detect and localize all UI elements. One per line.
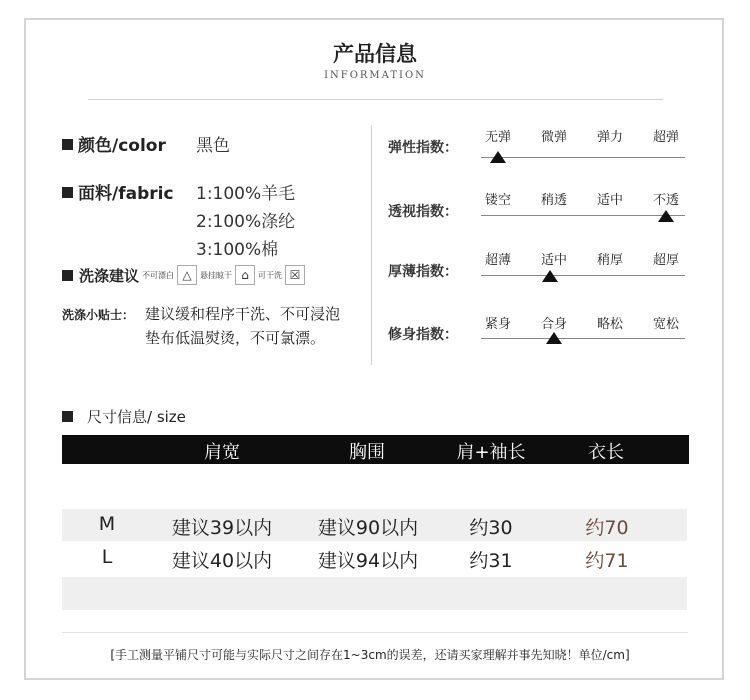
scale-option: 合身: [540, 317, 567, 332]
scale-marker-icon: [542, 270, 558, 282]
tips-line: 建议缓和程序干洗、不可浸泡: [145, 305, 341, 323]
scale-option: 超厚: [652, 253, 679, 268]
scale-line: [481, 215, 685, 216]
scale-marker-icon: [658, 210, 674, 222]
column-header-sleeve: 肩+袖长: [456, 442, 526, 463]
scale-marker-icon: [546, 332, 562, 344]
scale-label: 透视指数：: [388, 204, 458, 220]
scale-label: 厚薄指数：: [388, 264, 458, 280]
fabric-line-2: 2:100%涤纶: [196, 212, 296, 232]
wash-icon-text: 可干洗: [258, 270, 283, 280]
bullet-square-icon: [62, 187, 73, 198]
column-header-shoulder: 肩宽: [204, 442, 240, 463]
scale-line: [481, 157, 685, 158]
cell-size: L: [101, 546, 113, 568]
fit-scale: [388, 312, 688, 352]
scale-option: 无弹: [484, 130, 511, 145]
cell-chest: 建议90以内: [317, 517, 419, 539]
scale-marker-icon: [490, 151, 506, 163]
fabric-label: 面料/fabric: [62, 179, 174, 204]
size-table-header: [62, 435, 689, 464]
bullet-square-icon: [62, 270, 73, 281]
wash-label: 洗涤建议: [79, 266, 140, 285]
table-row: [62, 509, 687, 541]
cell-chest: 建议94以内: [317, 550, 419, 572]
cell-shoulder: 建议39以内: [171, 517, 273, 539]
cell-length: 约71: [585, 550, 629, 572]
scale-option: 镂空: [484, 193, 511, 208]
page-subtitle: INFORMATION: [324, 70, 426, 81]
column-header-length: 衣长: [588, 442, 624, 463]
scale-option: 稍厚: [596, 253, 623, 268]
scale-line: [481, 275, 685, 276]
cell-length: 约70: [585, 517, 629, 539]
dry-clean-icon: ☒: [285, 265, 305, 285]
table-row-empty: [62, 577, 687, 610]
tips-line: 垫布低温熨烫，不可氯漂。: [145, 329, 326, 347]
scale-option: 不透: [652, 193, 679, 208]
wash-advice: [62, 264, 308, 286]
cell-sleeve: 约31: [469, 550, 513, 572]
tips-text: [145, 302, 340, 350]
hang-dry-icon: ⌂: [235, 265, 255, 285]
note-divider: [62, 632, 688, 633]
fabric-line-3: 3:100%棉: [196, 240, 279, 260]
scale-option: 宽松: [652, 317, 679, 332]
bullet-square-icon: [62, 411, 73, 422]
bullet-square-icon: [62, 139, 73, 150]
scale-label: 修身指数：: [388, 327, 458, 343]
scale-option: 适中: [540, 253, 567, 268]
page-title: 产品信息: [333, 42, 417, 66]
transparency-scale: [388, 188, 688, 228]
thickness-scale: [388, 249, 688, 289]
no-bleach-icon: △: [177, 265, 197, 285]
cell-size: M: [98, 513, 116, 535]
cell-shoulder: 建议40以内: [171, 550, 273, 572]
scale-option: 稍透: [540, 193, 567, 208]
scale-option: 弹力: [596, 130, 623, 145]
cell-sleeve: 约30: [469, 517, 513, 539]
elasticity-scale: [388, 126, 688, 166]
title-divider: [88, 99, 663, 100]
scale-line: [481, 338, 685, 339]
table-row: [62, 542, 687, 574]
column-divider: [371, 125, 372, 365]
color-label: 颜色/color: [62, 131, 166, 156]
scale-label: 弹性指数：: [388, 140, 458, 156]
size-heading: 尺寸信息/ size: [62, 406, 186, 427]
color-value: 黑色: [196, 136, 230, 156]
column-header-chest: 胸围: [349, 442, 385, 463]
scale-option: 紧身: [484, 317, 511, 332]
tips-label: 洗涤小贴士：: [62, 308, 135, 322]
measurement-note: [手工测量平铺尺寸可能与实际尺寸之间存在1~3cm的误差，还请买家理解并事先知晓！单位/cm]: [110, 648, 630, 662]
wash-icon-text: 悬挂晾干: [200, 270, 233, 280]
scale-option: 超弹: [652, 130, 679, 145]
scale-option: 微弹: [540, 130, 567, 145]
scale-option: 适中: [596, 193, 623, 208]
wash-icon-text: 不可漂白: [142, 270, 175, 280]
fabric-line-1: 1:100%羊毛: [196, 184, 296, 204]
scale-option: 略松: [596, 317, 623, 332]
scale-option: 超薄: [484, 253, 511, 268]
